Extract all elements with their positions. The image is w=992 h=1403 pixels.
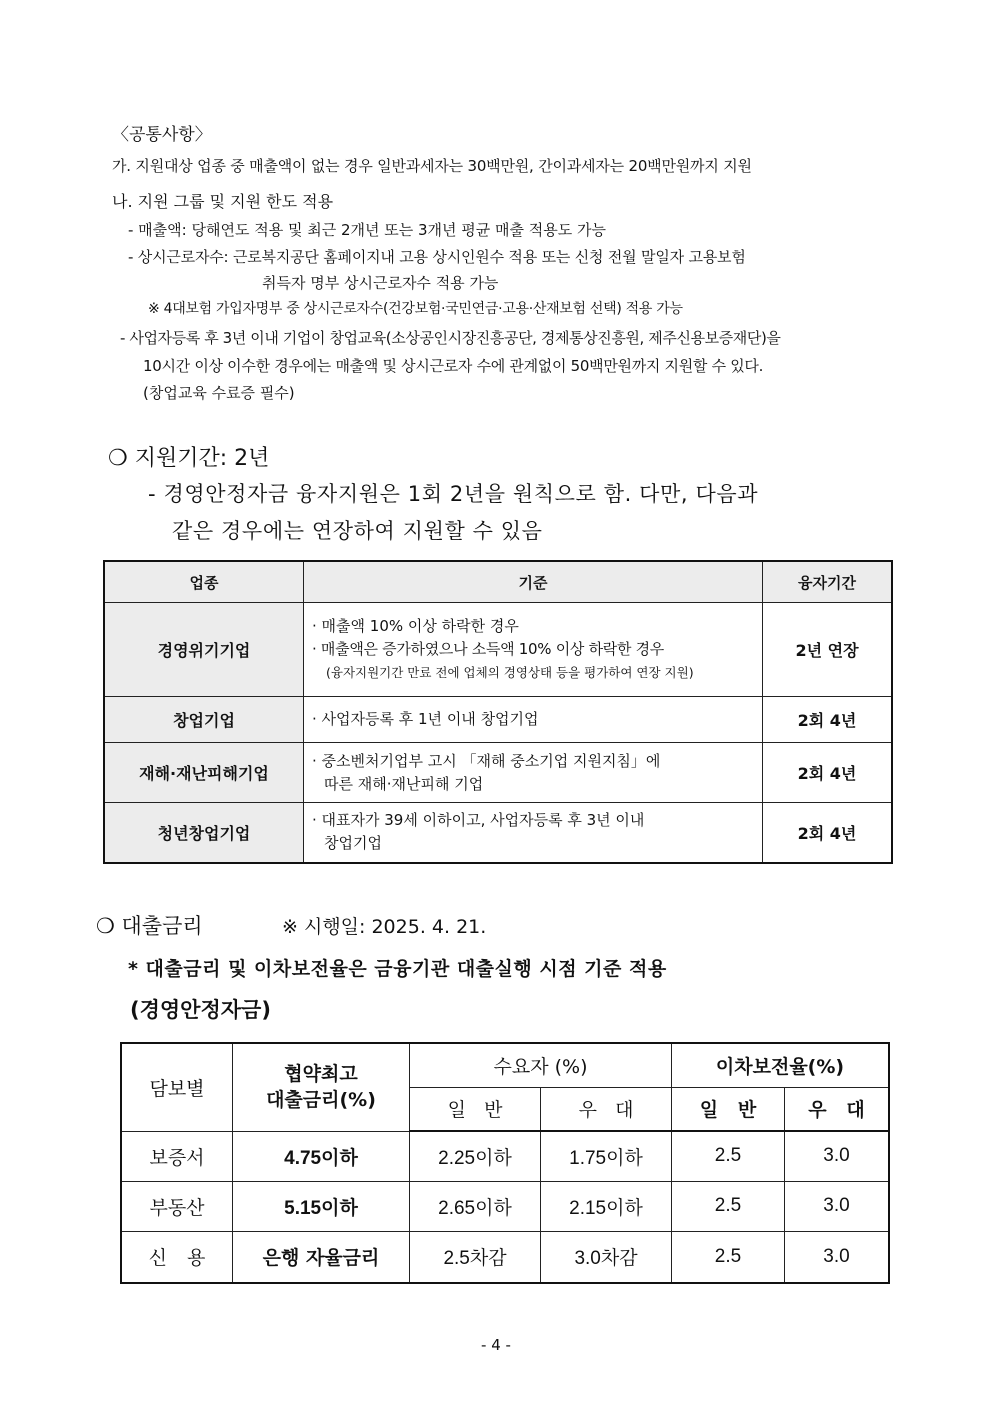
header-char: 우 (578, 1099, 597, 1122)
row-demand-preferred: 3.0차감 (541, 1231, 672, 1283)
table-row (121, 1131, 889, 1181)
row-criteria (304, 603, 763, 697)
row-demand-general: 2.5차감 (410, 1231, 541, 1283)
common-startup-3: (창업교육 수료증 필수) (143, 384, 295, 402)
header-criteria: 기준 (304, 561, 763, 603)
header-demand-general (410, 1087, 541, 1131)
row-max: 5.15이하 (233, 1181, 410, 1231)
period-heading: ❍ 지원기간: 2년 (108, 446, 270, 471)
row-demand-preferred: 1.75이하 (541, 1131, 672, 1181)
period-desc-1: - 경영안정자금 융자지원은 1회 2년을 원칙으로 함. 다만, 다음과 (148, 482, 759, 506)
period-desc-2: 같은 경우에는 연장하여 지원할 수 있음 (172, 519, 543, 543)
criteria-note: (융자지원기간 만료 전에 업체의 경영상태 등을 평가하여 연장 지원) (326, 665, 694, 680)
table-row (104, 803, 892, 863)
row-subsidy-general: 2.5 (672, 1231, 785, 1283)
table-row (104, 603, 892, 697)
row-subsidy-preferred: 3.0 (785, 1131, 890, 1181)
criteria-line: 창업기업 (324, 834, 382, 853)
row-type: 청년창업기업 (104, 803, 304, 863)
row-period: 2년 연장 (763, 603, 893, 697)
common-sales: - 매출액: 당해연도 적용 및 최근 2개년 또는 3개년 평균 매출 적용도 가능 (128, 221, 607, 239)
header-char: 반 (737, 1099, 757, 1122)
row-type: 부동산 (121, 1181, 233, 1231)
header-subsidy-general (672, 1087, 785, 1131)
row-type: 경영위기기업 (104, 603, 304, 697)
criteria-line: · 매출액은 증가하였으나 소득액 10% 이상 하락한 경우 (312, 640, 664, 658)
common-heading: 〈공통사항〉 (112, 125, 212, 145)
row-period: 2회 4년 (763, 697, 893, 743)
header-char: 일 (699, 1099, 719, 1122)
common-startup-2: 10시간 이상 이수한 경우에는 매출액 및 상시근로자 수에 관계없이 50백만원까지 지원할 수 있다. (143, 357, 764, 375)
common-workers-1: - 상시근로자수: 근로복지공단 홈페이지내 고용 상시인원수 적용 또는 신청 전월 말일자 고용보험 (128, 248, 746, 266)
criteria-line: · 사업자등록 후 1년 이내 창업기업 (312, 710, 539, 728)
header-period: 융자기간 (763, 561, 893, 603)
rate-heading: ❍ 대출금리 (96, 914, 203, 938)
common-note: ※ 4대보험 가입자명부 중 상시근로자수(건강보험·국민연금·고용·산재보험 선택) 적용 가능 (148, 301, 683, 317)
criteria-line: 따른 재해·재난피해 기업 (324, 774, 484, 793)
row-criteria (304, 743, 763, 803)
row-max: 4.75이하 (233, 1131, 410, 1181)
table-row (121, 1231, 889, 1283)
extension-table (103, 560, 893, 864)
header-char: 일 (447, 1099, 466, 1122)
criteria-line: · 중소벤처기업부 고시 「재해 중소기업 지원지침」에 (312, 751, 661, 770)
table-row (104, 743, 892, 803)
row-subsidy-general: 2.5 (672, 1181, 785, 1231)
row-period: 2회 4년 (763, 743, 893, 803)
header-max-rate (233, 1043, 410, 1131)
table-row (121, 1181, 889, 1231)
header-max-rate-line1: 협약최고 (284, 1063, 358, 1086)
row-type: 보증서 (121, 1131, 233, 1181)
row-subsidy-preferred: 3.0 (785, 1231, 890, 1283)
criteria-line: · 대표자가 39세 이하이고, 사업자등록 후 3년 이내 (312, 811, 645, 830)
header-demand: 수요자 (%) (410, 1043, 672, 1087)
criteria-line: · 매출액 10% 이상 하락한 경우 (312, 617, 519, 635)
header-char: 대 (615, 1099, 634, 1122)
header-subsidy: 이차보전율(%) (672, 1043, 890, 1087)
common-workers-2: 취득자 명부 상시근로자수 적용 가능 (262, 274, 499, 292)
common-line-ga: 가. 지원대상 업종 중 매출액이 없는 경우 일반과세자는 30백만원, 간이과세자는 20백만원까지 지원 (112, 157, 752, 175)
common-startup-1: - 사업자등록 후 3년 이내 기업이 창업교육(소상공인시장진흥공단, 경제통상진흥원, 제주신용보증재단)을 (120, 329, 781, 347)
row-type: 창업기업 (104, 697, 304, 743)
row-period: 2회 4년 (763, 803, 893, 863)
rate-note: * 대출금리 및 이차보전율은 금융기관 대출실행 시점 기준 적용 (128, 958, 667, 980)
header-char: 우 (808, 1099, 827, 1122)
header-collateral: 담보별 (121, 1043, 233, 1131)
row-subsidy-general: 2.5 (672, 1131, 785, 1181)
rate-table (120, 1042, 890, 1284)
row-criteria (304, 697, 763, 743)
row-type: 신 용 (121, 1231, 233, 1283)
header-char: 반 (484, 1099, 503, 1122)
header-industry: 업종 (104, 561, 304, 603)
rate-effective: ※ 시행일: 2025. 4. 21. (282, 916, 487, 938)
row-criteria (304, 803, 763, 863)
row-demand-preferred: 2.15이하 (541, 1181, 672, 1231)
row-type: 재해·재난피해기업 (104, 743, 304, 803)
header-char: 대 (846, 1099, 865, 1122)
rate-sub: (경영안정자금) (130, 998, 271, 1022)
page-number: - 4 - (481, 1336, 511, 1354)
row-subsidy-preferred: 3.0 (785, 1181, 890, 1231)
row-demand-general: 2.25이하 (410, 1131, 541, 1181)
header-max-rate-line2: 대출금리(%) (266, 1089, 376, 1112)
row-max: 은행 자율금리 (233, 1231, 410, 1283)
table-row (104, 697, 892, 743)
common-line-na: 나. 지원 그룹 및 지원 한도 적용 (112, 192, 334, 211)
row-demand-general: 2.65이하 (410, 1181, 541, 1231)
header-subsidy-preferred (785, 1087, 890, 1131)
header-demand-preferred (541, 1087, 672, 1131)
